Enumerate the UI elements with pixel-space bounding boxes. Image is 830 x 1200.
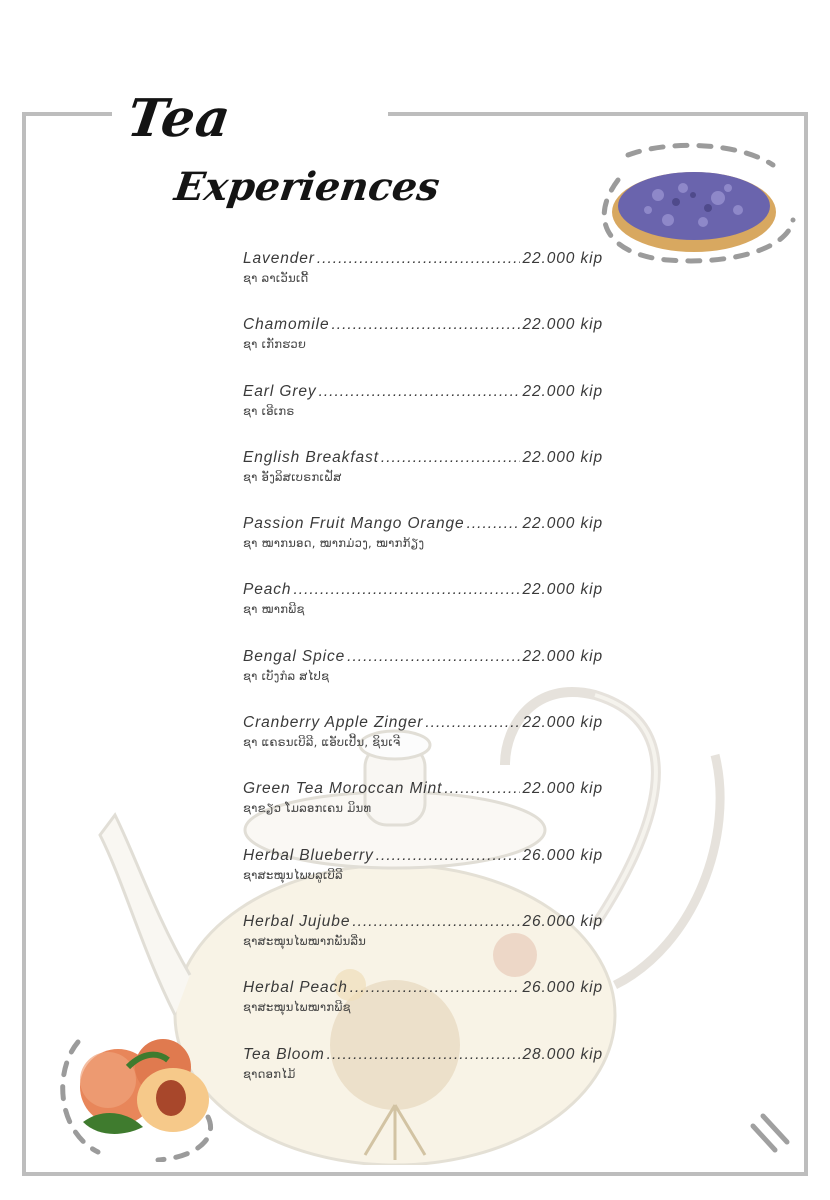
decorative-dashes — [745, 1108, 795, 1163]
item-lao-name: ຊາ ອັງລິສເບຣກເຝັສ — [243, 469, 342, 484]
dot-leader — [317, 250, 521, 268]
item-price: 26.000 kip — [522, 979, 603, 997]
item-price: 22.000 kip — [522, 647, 603, 665]
item-name: Chamomile — [243, 316, 330, 334]
item-lao-name: ຊາ ລາເວັນເດີ້ — [243, 271, 309, 285]
item-price: 22.000 kip — [522, 316, 603, 334]
title-tea: Tea — [123, 88, 235, 149]
item-name: Peach — [243, 581, 292, 599]
menu-item-herbal-jujube — [243, 913, 603, 979]
item-lao-name: ຊາ ເບັງກໍລ ສໄປຊ — [243, 668, 330, 683]
dot-leader — [425, 714, 520, 732]
item-lao-name: ຊາສະໝຸນໄພບລູເບີລີ — [243, 867, 343, 882]
dot-leader — [444, 780, 520, 798]
menu-item-peach — [243, 581, 603, 647]
item-name: Passion Fruit Mango Orange — [243, 515, 465, 533]
menu-item-english-breakfast — [243, 449, 603, 515]
item-price: 22.000 kip — [522, 382, 603, 400]
menu-item-green-tea — [243, 780, 603, 846]
item-price: 22.000 kip — [522, 714, 603, 732]
item-lao-name: ຊາສະໝຸນໄພໝາກພັນລີ່ນ — [243, 933, 367, 948]
dot-leader — [381, 449, 521, 467]
item-price: 26.000 kip — [522, 912, 603, 930]
item-price: 22.000 kip — [522, 250, 603, 267]
item-lao-name: ຊາດອກໄມ້ — [243, 1066, 296, 1081]
tea-menu — [243, 250, 603, 1112]
item-price: 22.000 kip — [522, 780, 603, 798]
dot-leader — [319, 383, 521, 401]
item-price: 28.000 kip — [522, 1045, 603, 1063]
title-experiences: Experiences — [171, 164, 443, 210]
item-lao-name: ຊາ ເອີເກຣ — [243, 403, 295, 418]
item-name: Bengal Spice — [243, 647, 346, 665]
menu-item-herbal-peach — [243, 979, 603, 1045]
item-lao-name: ຊາ ໝາກນອດ, ໝາກມ່ວງ, ໝາກກ້ຽງ — [243, 536, 425, 551]
item-lao-name: ຊາຂຽວ ໂມລອກເຄນ ມິນທ — [243, 801, 372, 816]
item-name: English Breakfast — [243, 448, 379, 466]
dot-leader — [293, 581, 520, 599]
item-lao-name: ຊາ ເກັກຮວຍ — [243, 337, 307, 352]
peach-image — [58, 1022, 228, 1162]
item-price: 22.000 kip — [522, 515, 603, 533]
menu-item-cranberry — [243, 714, 603, 780]
item-price: 22.000 kip — [522, 581, 603, 599]
lavender-bowl-image — [588, 140, 800, 266]
dot-leader — [352, 913, 520, 931]
item-name: Herbal Peach — [243, 979, 348, 997]
item-name: Earl Grey — [243, 382, 317, 400]
menu-item-lavender — [243, 250, 603, 316]
menu-item-passion-fruit — [243, 515, 603, 581]
item-lao-name: ຊາສະໝຸນໄພໝາກພີຊ — [243, 1000, 351, 1015]
menu-item-chamomile — [243, 316, 603, 382]
dot-leader — [332, 316, 521, 334]
menu-item-tea-bloom — [243, 1046, 603, 1112]
item-name: Herbal Jujube — [243, 912, 351, 930]
item-lao-name: ຊາ ໝາກພີຊ — [243, 602, 305, 617]
item-name: Herbal Blueberry — [243, 846, 374, 864]
menu-item-earl-grey — [243, 383, 603, 449]
menu-item-bengal-spice — [243, 648, 603, 714]
dot-leader — [347, 648, 520, 666]
dot-leader — [327, 1046, 521, 1064]
dot-leader — [350, 979, 521, 997]
item-name: Green Tea Moroccan Mint — [243, 780, 443, 798]
menu-item-herbal-blueberry — [243, 847, 603, 913]
item-price: 26.000 kip — [522, 846, 603, 864]
item-name: Lavender — [243, 250, 315, 267]
item-name: Tea Bloom — [243, 1045, 325, 1063]
item-lao-name: ຊາ ແຄຣນເບີລີ, ແອັບເປິ້ນ, ຊິນເຈີ — [243, 735, 401, 750]
item-name: Cranberry Apple Zinger — [243, 714, 424, 732]
item-price: 22.000 kip — [522, 448, 603, 466]
dot-leader — [376, 847, 521, 865]
dot-leader — [467, 515, 521, 533]
